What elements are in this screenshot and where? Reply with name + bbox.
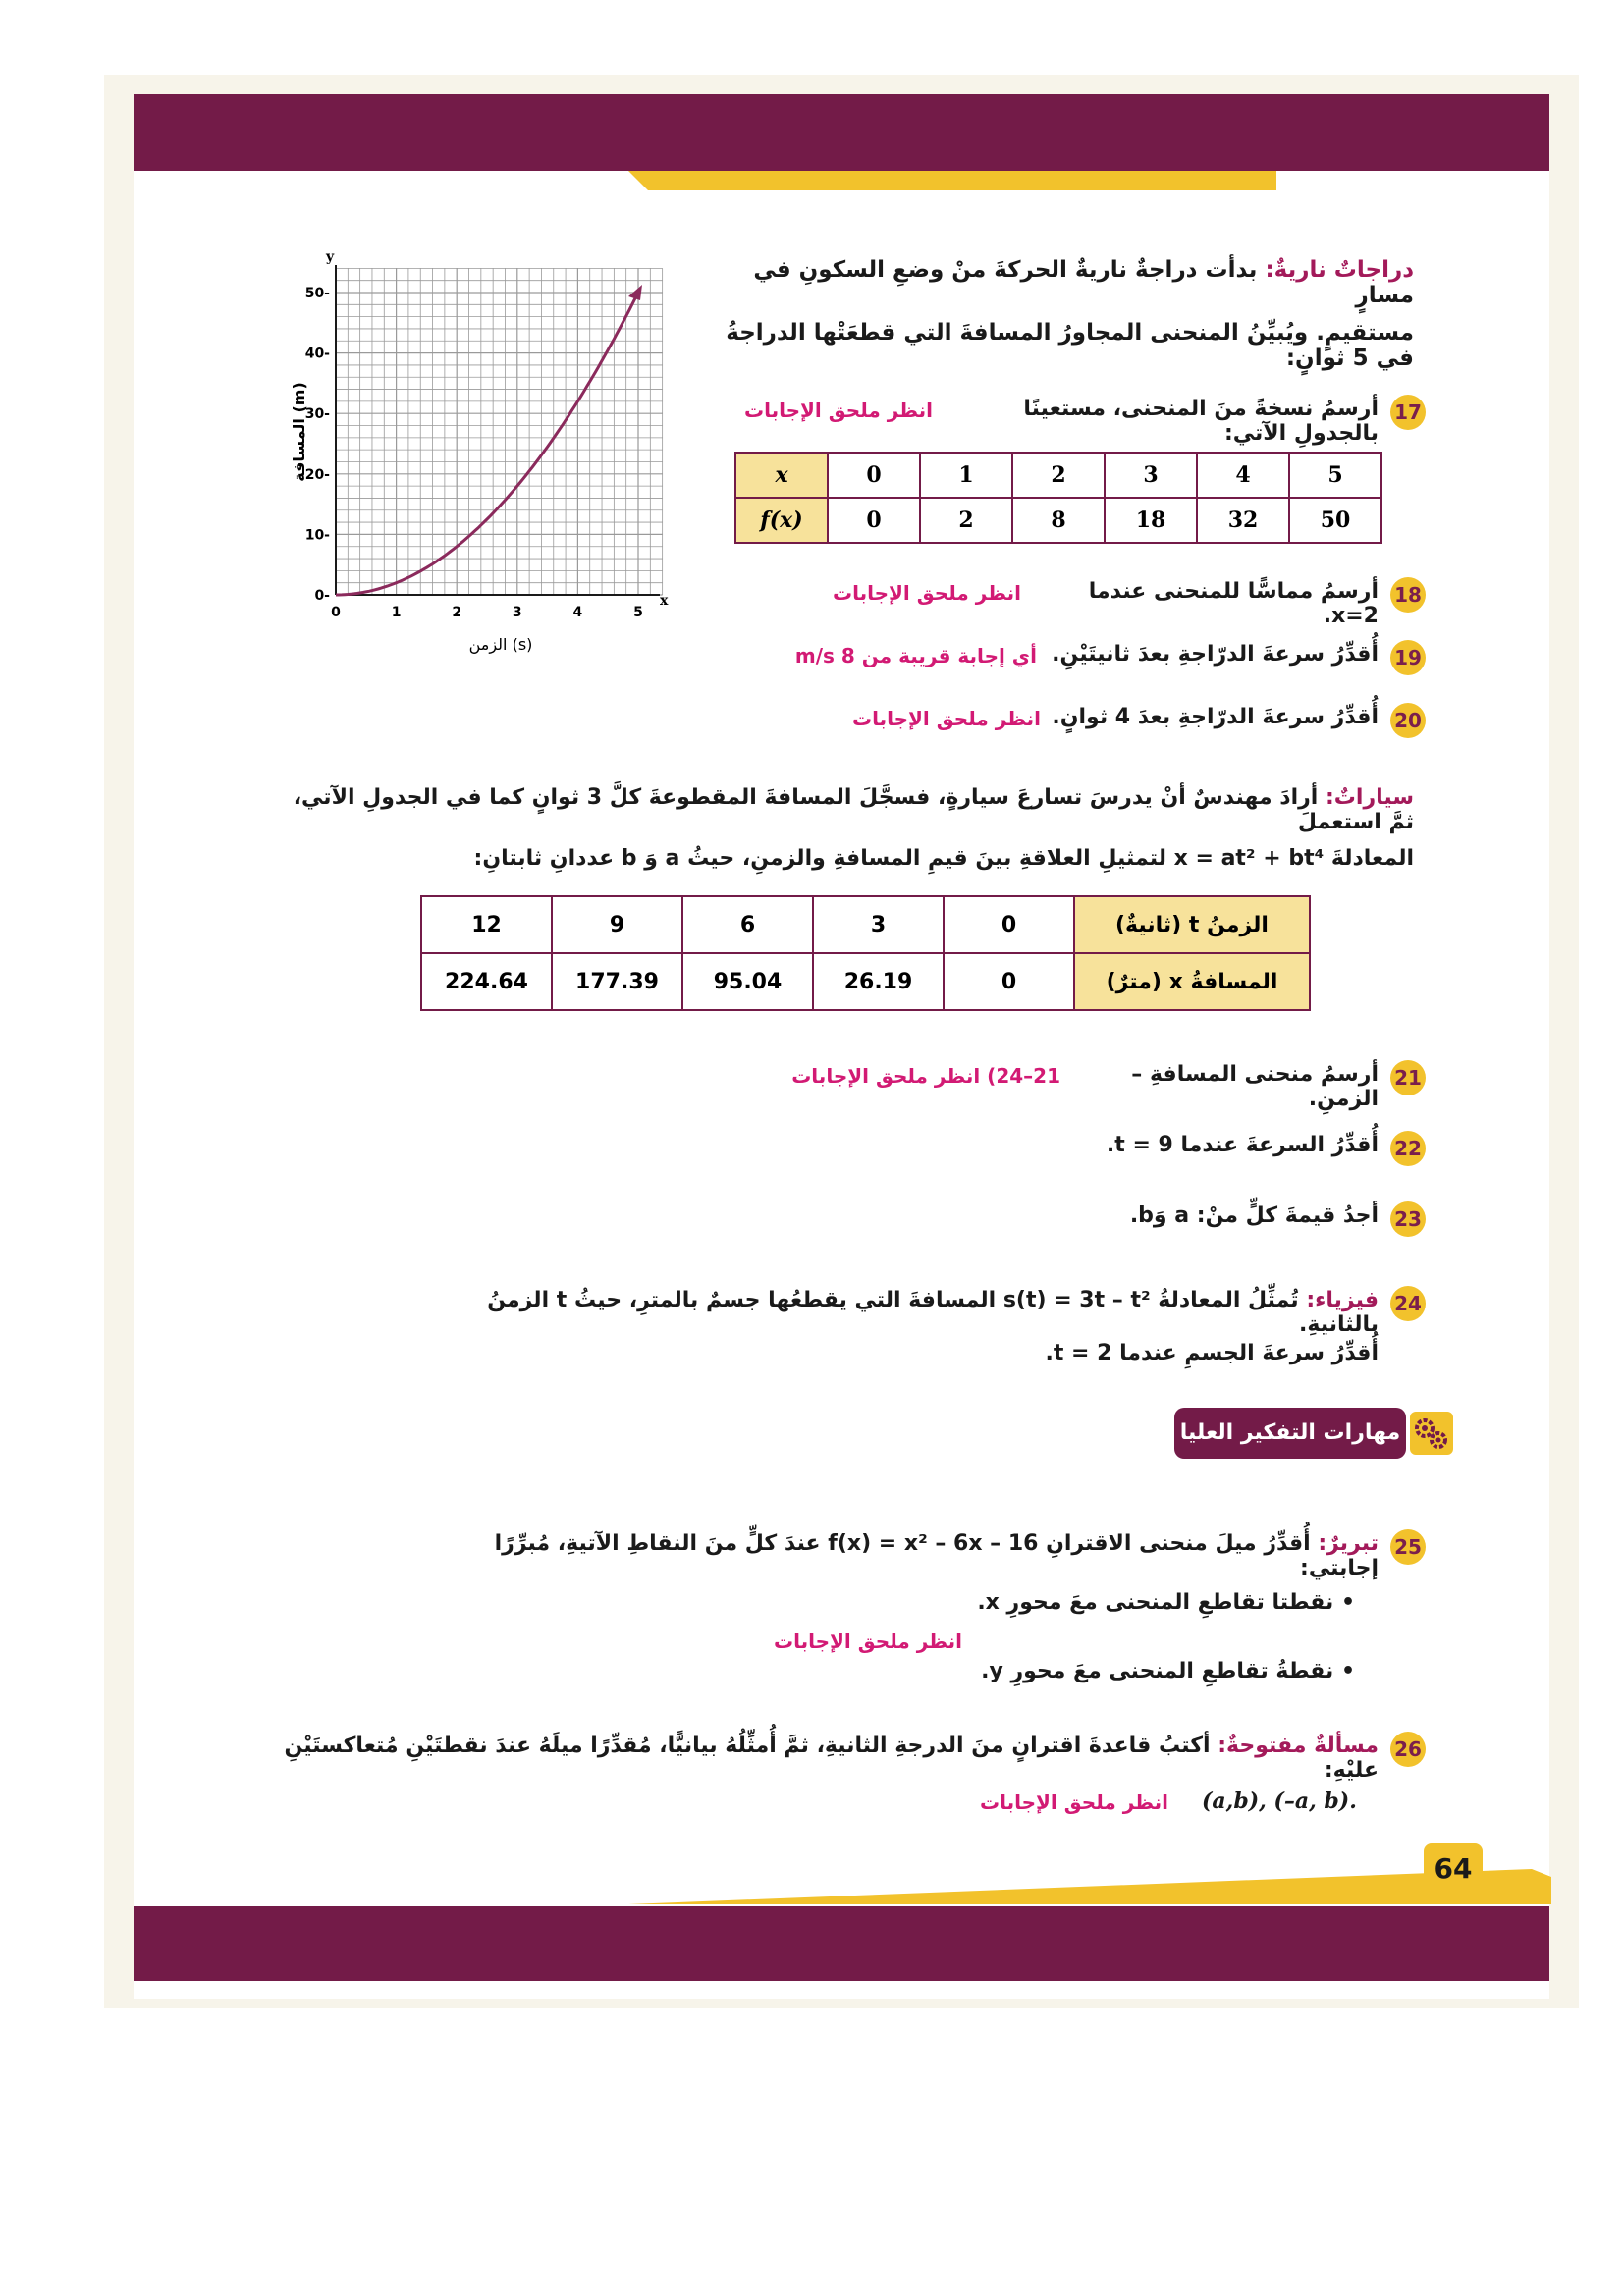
y-tick-label: 50-	[304, 286, 330, 301]
table-cell: 9	[552, 896, 682, 953]
table-cell: 4	[1197, 453, 1289, 498]
q25-line-1	[432, 1531, 1379, 1580]
y-tick-label: 40-	[304, 346, 330, 362]
gears-icon	[1410, 1412, 1453, 1455]
q24-line-2: أُقدِّرُ سرعةَ الجسمِ عندما t = 2.	[1045, 1341, 1379, 1365]
q25-answer: انظر ملحق الإجابات	[774, 1629, 962, 1653]
q22-text: أُقدِّرُ السرعةَ عندما t = 9.	[1106, 1133, 1379, 1157]
table-cell: 8	[1012, 498, 1105, 543]
q21-text: أرسمُ منحنى المسافةِ – الزمنِ.	[1131, 1062, 1379, 1111]
graph-grid	[336, 268, 663, 595]
higher-thinking-skills-header: مهارات التفكير العليا	[1174, 1408, 1406, 1459]
table-cell: 2	[1012, 453, 1105, 498]
x-tick-label: 3	[512, 605, 522, 620]
question-number-23: 23	[1390, 1201, 1426, 1237]
table-cell: 95.04	[682, 953, 813, 1010]
y-tick-label: 20-	[304, 466, 330, 483]
table-cell: 18	[1105, 498, 1197, 543]
question-number-21: 21	[1390, 1060, 1426, 1095]
question-number-20: 20	[1390, 703, 1426, 738]
q26-line-1	[265, 1734, 1379, 1783]
cars-title: سياراتٌ:	[1326, 785, 1414, 810]
q18-answer: انظر ملحق الإجابات	[833, 581, 1021, 605]
table-cell: 0	[944, 896, 1074, 953]
table-cell: 0	[828, 453, 920, 498]
q24-line-1	[452, 1288, 1379, 1337]
distance-curve	[336, 293, 638, 595]
table-cell: 1	[920, 453, 1012, 498]
x-tick-label: 5	[633, 605, 643, 620]
q26-line-2: (a,b), (–a, b).	[1202, 1789, 1357, 1814]
table-cell: 50	[1289, 498, 1381, 543]
table-cell: 224.64	[421, 953, 552, 1010]
y-axis-letter: y	[326, 249, 335, 265]
q18-text: أرسمُ مماسًّا للمنحنى عندما x=2.	[1088, 579, 1379, 628]
table-row	[735, 498, 1381, 543]
y-tick-labels	[305, 286, 330, 604]
table-header-distance: المسافةُ x (مترٌ)	[1074, 953, 1310, 1010]
table-cell: 3	[1105, 453, 1197, 498]
x-tick-label: 2	[452, 605, 462, 620]
intro-text-1: بدأت دراجةٌ ناريةٌ الحركةَ منْ وضعِ السكونِ في مسارٍ	[753, 257, 1414, 308]
table-cell: 3	[813, 896, 944, 953]
q25-text: أُقدِّرُ ميلَ منحنى الاقترانِ f(x) = x² – 6x – 16 عندَ كلٍّ منَ النقاطِ الآتيةِ، مُبرِّرًا إجابتي:	[494, 1531, 1379, 1580]
bottom-gold-stripe	[628, 1869, 1551, 1904]
table-cell: 177.39	[552, 953, 682, 1010]
q17-text: أرسمُ نسخةً منَ المنحنى، مستعينًا بالجدولِ الآتي:	[1023, 397, 1379, 446]
q19-text: أُقدِّرُ سرعةَ الدرّاجةِ بعدَ ثانيتَيْنِ.	[1052, 642, 1379, 667]
intro-title: دراجاتٌ ناريةٌ:	[1265, 257, 1414, 283]
table-cell: 32	[1197, 498, 1289, 543]
q17-answer: انظر ملحق الإجابات	[744, 399, 933, 422]
table-cell: 0	[828, 498, 920, 543]
cars-line-2: المعادلةَ x = at² + bt⁴ لتمثيلِ العلاقةِ بينَ قيمِ المسافةِ والزمنِ، حيثُ a وَ b عددانِ ثابتانِ:	[473, 846, 1414, 871]
table-cell: 6	[682, 896, 813, 953]
q19-answer: أي إجابة قريبة من 8 m/s	[794, 644, 1037, 667]
question-number-24: 24	[1390, 1286, 1426, 1321]
q20-text: أُقدِّرُ سرعةَ الدرّاجةِ بعدَ 4 ثوانٍ.	[1052, 705, 1379, 729]
q25-bullet-2-text: نقطةُ تقاطعِ المنحنى معَ محورِ y.	[981, 1659, 1334, 1683]
y-tick-label: 0-	[314, 588, 330, 604]
table-cell: 0	[944, 953, 1074, 1010]
q24-text: تُمثِّلُ المعادلةُ s(t) = 3t – t² المسافةَ التي يقطعُها جسمٌ بالمترِ، حيثُ t الزمنُ بالثانيةِ.	[487, 1288, 1379, 1337]
x-tick-label: 1	[391, 605, 402, 620]
question-number-25: 25	[1390, 1529, 1426, 1565]
table-cell: 2	[920, 498, 1012, 543]
question-number-22: 22	[1390, 1131, 1426, 1166]
distance-time-graph	[265, 245, 677, 677]
question-number-17: 17	[1390, 395, 1426, 430]
bullet-icon: •	[1340, 1590, 1355, 1615]
q23-text: أجدُ قيمةَ كلٍّ منْ: a وَb.	[1129, 1203, 1379, 1228]
cars-text-1: أرادَ مهندسٌ أنْ يدرسَ تسارعَ سيارةٍ، فسجَّلَ المسافةَ المقطوعةَ كلَّ 3 ثوانٍ كما في الجدولِ الآتي، ثمَّ استعملَ	[293, 785, 1414, 834]
intro-line-1	[687, 257, 1414, 308]
table-cell: 12	[421, 896, 552, 953]
table-header-time: الزمنُ t (ثانيةٌ)	[1074, 896, 1310, 953]
x-tick-label: 0	[331, 605, 341, 620]
bottom-banner	[134, 1906, 1549, 1981]
page-number: 64	[1424, 1843, 1483, 1893]
table-cell: x	[735, 453, 828, 498]
question-number-19: 19	[1390, 640, 1426, 675]
top-banner	[134, 94, 1549, 171]
q25-bullet-1	[943, 1590, 1355, 1615]
y-axis-label: المسافة (m)	[290, 382, 308, 482]
q25-bullet-2	[943, 1659, 1355, 1683]
q26-title: مسألةٌ مفتوحةٌ:	[1218, 1734, 1379, 1758]
cars-line-1	[265, 785, 1414, 834]
question-number-18: 18	[1390, 577, 1426, 613]
table-cell: 5	[1289, 453, 1381, 498]
function-values-table	[734, 452, 1382, 544]
q20-answer: انظر ملحق الإجابات	[852, 707, 1041, 730]
x-tick-labels	[331, 605, 643, 620]
q24-title: فيزياء:	[1306, 1288, 1379, 1312]
table-cell: 26.19	[813, 953, 944, 1010]
table-row	[421, 896, 1310, 953]
bullet-icon: •	[1340, 1659, 1355, 1683]
table-cell: f(x)	[735, 498, 828, 543]
intro-line-2: مستقيمٍ. ويُبيِّنُ المنحنى المجاورُ المسافةَ التي قطعَتْها الدراجةُ في 5 ثوانٍ:	[726, 320, 1414, 371]
q25-bullet-1-text: نقطتا تقاطعِ المنحنى معَ محورِ x.	[977, 1590, 1334, 1615]
x-axis-label: الزمن (s)	[468, 635, 533, 654]
x-axis-letter: x	[660, 593, 669, 609]
table-row	[735, 453, 1381, 498]
q21-answer: 21–24) انظر ملحق الإجابات	[791, 1064, 1060, 1088]
q25-title: تبريرٌ:	[1318, 1531, 1379, 1556]
q26-text: أكتبُ قاعدةَ اقترانٍ منَ الدرجةِ الثانيةِ، ثمَّ أُمثِّلُهُ بيانيًّا، مُقدِّرًا ميلَهُ عندَ نقطتَيْنِ مُتعاكستَيْنِ عليْهِ:	[284, 1734, 1379, 1783]
table-row	[421, 953, 1310, 1010]
top-gold-stripe	[628, 171, 1276, 192]
q26-answer: انظر ملحق الإجابات	[980, 1790, 1168, 1814]
question-number-26: 26	[1390, 1732, 1426, 1767]
y-tick-label: 30-	[304, 406, 330, 423]
y-tick-label: 10-	[304, 527, 330, 544]
x-tick-label: 4	[572, 605, 583, 620]
distance-time-table	[420, 895, 1311, 1011]
